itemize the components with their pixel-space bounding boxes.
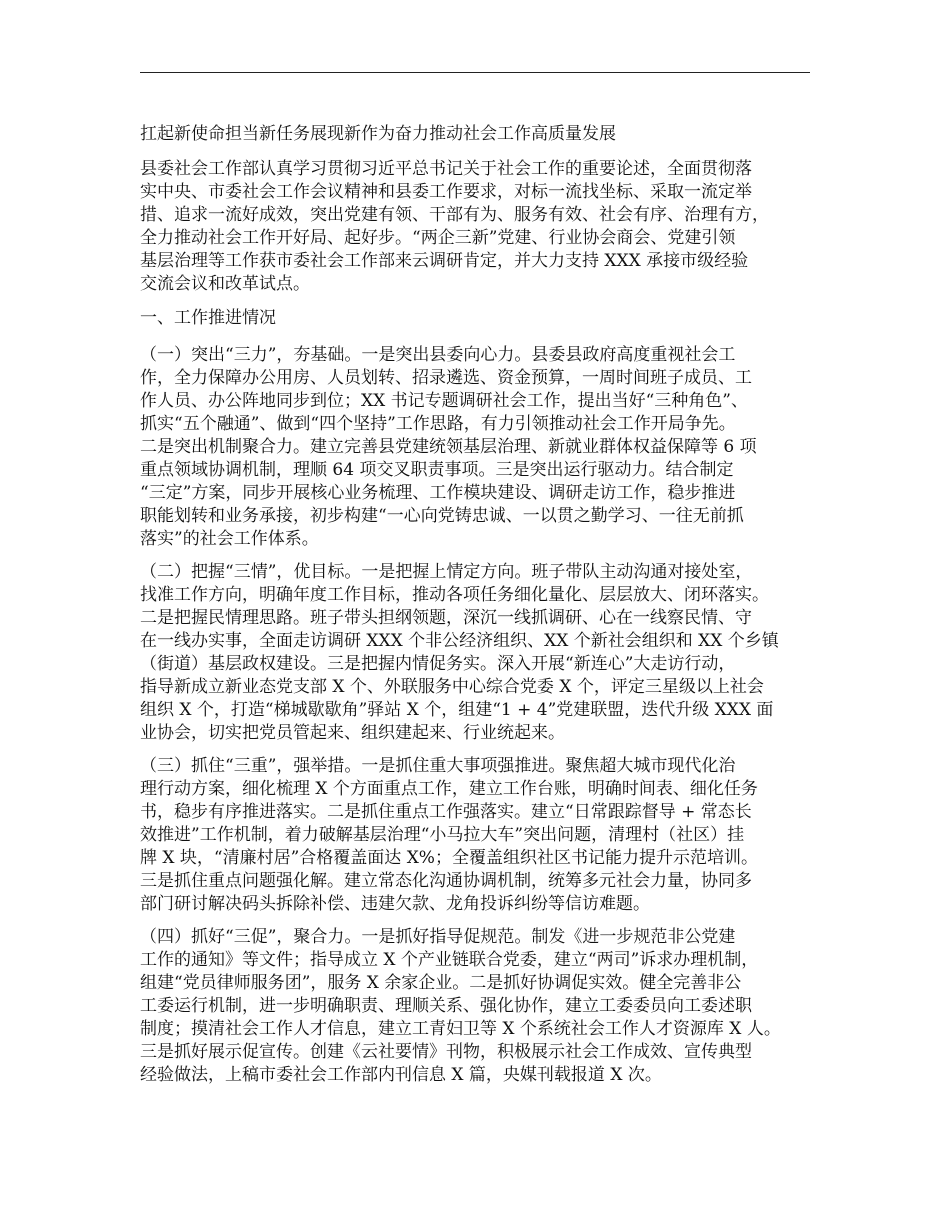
text-line: （三）抓住“三重”，强举措。一是抓住重大事项强推进。聚焦超大城市现代化治 — [140, 756, 736, 776]
text-line: 职能划转和业务承接，初步构建“一心向党铸忠诚、一以贯之勤学习、一往无前抓 — [140, 506, 744, 526]
text-line: 基层治理等工作获市委社会工作部来云调研肯定，并大力支持 XXX 承接市级经验 — [140, 251, 749, 271]
text-line: 指导新成立新业态党支部 X 个、外联服务中心综合党委 X 个，评定三星级以上社会 — [140, 677, 764, 697]
text-line: （街道）基层政权建设。三是把握内情促务实。深入开展“新连心”大走访行动， — [140, 654, 736, 674]
text-line: 部门研讨解决码头拆除补偿、违建欠款、龙角投诉纠纷等信访难题。 — [140, 894, 650, 914]
text-line: 措、追求一流好成效，突出党建有领、干部有为、服务有效、社会有序、治理有方， — [140, 205, 769, 225]
text-line: 理行动方案，细化梳理 X 个方面重点工作，建立工作台账，明确时间表、细化任务 — [140, 779, 758, 799]
text-line: 抓实“五个融通”、做到“四个坚持”工作思路，有力引领推动社会工作开局争先。 — [140, 414, 736, 434]
paragraph-1 — [140, 344, 830, 551]
text-line: 作人员、办公阵地同步到位；XX 书记专题调研社会工作，提出当好“三种角色”、 — [140, 391, 748, 411]
paragraph-3 — [140, 755, 830, 916]
text-line: 业协会，切实把党员管起来、组织建起来、行业统起来。 — [140, 723, 565, 743]
header-rule — [140, 72, 810, 73]
text-line: 组织 X 个，打造“梯城歇歇角”驿站 X 个，组建“1 + 4”党建联盟，迭代升级 XXX 面 — [140, 700, 774, 720]
text-line: （二）把握“三情”，优目标。一是把握上情定方向。班子带队主动沟通对接处室， — [140, 562, 753, 582]
paragraph-2 — [140, 561, 830, 745]
paragraph-4 — [140, 926, 830, 1087]
text-line: 书，稳步有序推进落实。二是抓住重点工作强落实。建立“日常跟踪督导 + 常态长 — [140, 802, 752, 822]
text-line: 落实”的社会工作体系。 — [140, 529, 319, 549]
intro-paragraph — [140, 158, 830, 296]
text-line: 二是突出机制聚合力。建立完善县党建统领基层治理、新就业群体权益保障等 6 项 — [140, 437, 757, 457]
text-line: （一）突出“三力”，夯基础。一是突出县委向心力。县委县政府高度重视社会工 — [140, 345, 736, 365]
section-heading: 一、工作推进情况 — [140, 308, 276, 328]
text-line: 实中央、市委社会工作会议精神和县委工作要求，对标一流找坐标、采取一流定举 — [140, 182, 752, 202]
text-line: 三是抓好展示促宣传。创建《云社要情》刊物，积极展示社会工作成效、宣传典型 — [140, 1042, 752, 1062]
document-body — [140, 122, 830, 1097]
text-line: 制度；摸清社会工作人才信息，建立工青妇卫等 X 个系统社会工作人才资源库 X 人。 — [140, 1019, 781, 1039]
text-line: 重点领域协调机制，理顺 64 项交叉职责事项。三是突出运行驱动力。结合制定 — [140, 460, 734, 480]
text-line: 全力推动社会工作开好局、起好步。“两企三新”党建、行业协会商会、党建引领 — [140, 228, 736, 248]
text-line: 县委社会工作部认真学习贯彻习近平总书记关于社会工作的重要论述，全面贯彻落 — [140, 159, 752, 179]
text-line: 交流会议和改革试点。 — [140, 274, 310, 294]
text-line: （四）抓好“三促”，聚合力。一是抓好指导促规范。制发《进一步规范非公党建 — [140, 927, 736, 947]
text-line: 在一线办实事，全面走访调研 XXX 个非公经济组织、XX 个新社会组织和 XX 个乡镇 — [140, 631, 779, 651]
text-line: 经验做法，上稿市委社会工作部内刊信息 X 篇，央媒刊载报道 X 次。 — [140, 1065, 662, 1085]
text-line: 作，全力保障办公用房、人员划转、招录遴选、资金预算，一周时间班子成员、工 — [140, 368, 752, 388]
text-line: 工委运行机制，进一步明确职责、理顺关系、强化协作，建立工委委员向工委述职 — [140, 996, 752, 1016]
document-title: 扛起新使命担当新任务展现新作为奋力推动社会工作高质量发展 — [140, 124, 616, 144]
text-line: 找准工作方向，明确年度工作目标，推动各项任务细化量化、层层放大、闭环落实。 — [140, 585, 769, 605]
text-line: 组建“党员律师服务团”，服务 X 余家企业。二是抓好协调促实效。健全完善非公 — [140, 973, 742, 993]
text-line: 效推进”工作机制，着力破解基层治理“小马拉大车”突出问题，清理村（社区）挂 — [140, 825, 745, 845]
text-line: 三是抓住重点问题强化解。建立常态化沟通协调机制，统筹多元社会力量，协同多 — [140, 871, 752, 891]
text-line: 工作的通知》等文件；指导成立 X 个产业链联合党委，建立“两司”诉求办理机制， — [140, 950, 759, 970]
text-line: 二是把握民情理思路。班子带头担纲领题，深沉一线抓调研、心在一线察民情、守 — [140, 608, 752, 628]
text-line: “三定”方案，同步开展核心业务梳理、工作模块建设、调研走访工作，稳步推进 — [140, 483, 736, 503]
text-line: 牌 X 块，“清廉村居”合格覆盖面达 X%；全覆盖组织社区书记能力提升示范培训。 — [140, 848, 758, 868]
